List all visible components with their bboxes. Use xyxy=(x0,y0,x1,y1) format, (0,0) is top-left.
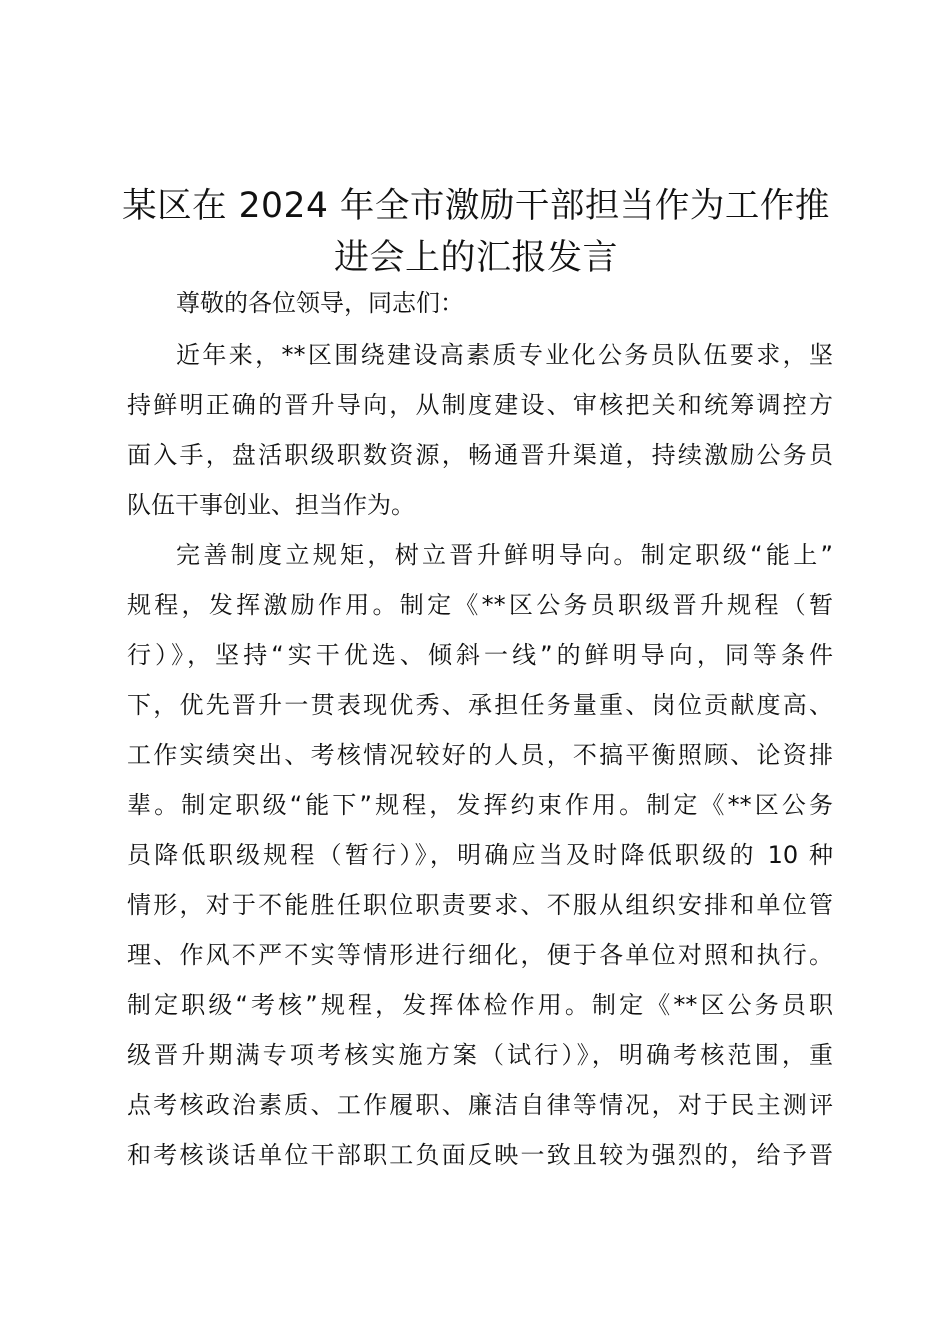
title-line-2: 进会上的汇报发言 xyxy=(333,238,618,278)
paragraph-2-line-13: 和考核谈话单位干部职工负面反映一致且较为强烈的，给予晋 xyxy=(127,1141,833,1169)
paragraph-2-line-9: 理、作风不严不实等情形进行细化，便于各单位对照和执行。 xyxy=(127,941,833,969)
paragraph-2-line-11: 级晋升期满专项考核实施方案（试行）》，明确考核范围，重 xyxy=(127,1041,833,1069)
salutation: 尊敬的各位领导，同志们： xyxy=(176,289,464,317)
paragraph-2-line-3: 行）》，坚持“实干优选、倾斜一线”的鲜明导向，同等条件 xyxy=(127,641,833,669)
paragraph-2-line-4: 下，优先晋升一贯表现优秀、承担任务量重、岗位贡献度高、 xyxy=(127,691,833,719)
paragraph-2-line-6: 辈。制定职级“能下”规程，发挥约束作用。制定《**区公务 xyxy=(127,791,833,819)
title-line-1: 某区在 2024 年全市激励干部担当作为工作推 xyxy=(122,186,830,226)
paragraph-2-line-1: 完善制度立规矩，树立晋升鲜明导向。制定职级“能上” xyxy=(176,541,833,569)
paragraph-2-line-5: 工作实绩突出、考核情况较好的人员，不搞平衡照顾、论资排 xyxy=(127,741,833,769)
document-title xyxy=(118,180,834,284)
paragraph-2-line-7: 员降低职级规程（暂行）》，明确应当及时降低职级的 10 种 xyxy=(127,841,833,869)
paragraph-1-line-1: 近年来，**区围绕建设高素质专业化公务员队伍要求，坚 xyxy=(176,341,833,369)
paragraph-2-line-12: 点考核政治素质、工作履职、廉洁自律等情况，对于民主测评 xyxy=(127,1091,833,1119)
paragraph-1-line-3: 面入手，盘活职级职数资源，畅通晋升渠道，持续激励公务员 xyxy=(127,441,833,469)
paragraph-1-line-2: 持鲜明正确的晋升导向，从制度建设、审核把关和统筹调控方 xyxy=(127,391,833,419)
paragraph-2-line-2: 规程，发挥激励作用。制定《**区公务员职级晋升规程（暂 xyxy=(127,591,833,619)
paragraph-2-line-10: 制定职级“考核”规程，发挥体检作用。制定《**区公务员职 xyxy=(127,991,833,1019)
paragraph-1-line-4: 队伍干事创业、担当作为。 xyxy=(127,491,415,519)
paragraph-2-line-8: 情形，对于不能胜任职位职责要求、不服从组织安排和单位管 xyxy=(127,891,833,919)
